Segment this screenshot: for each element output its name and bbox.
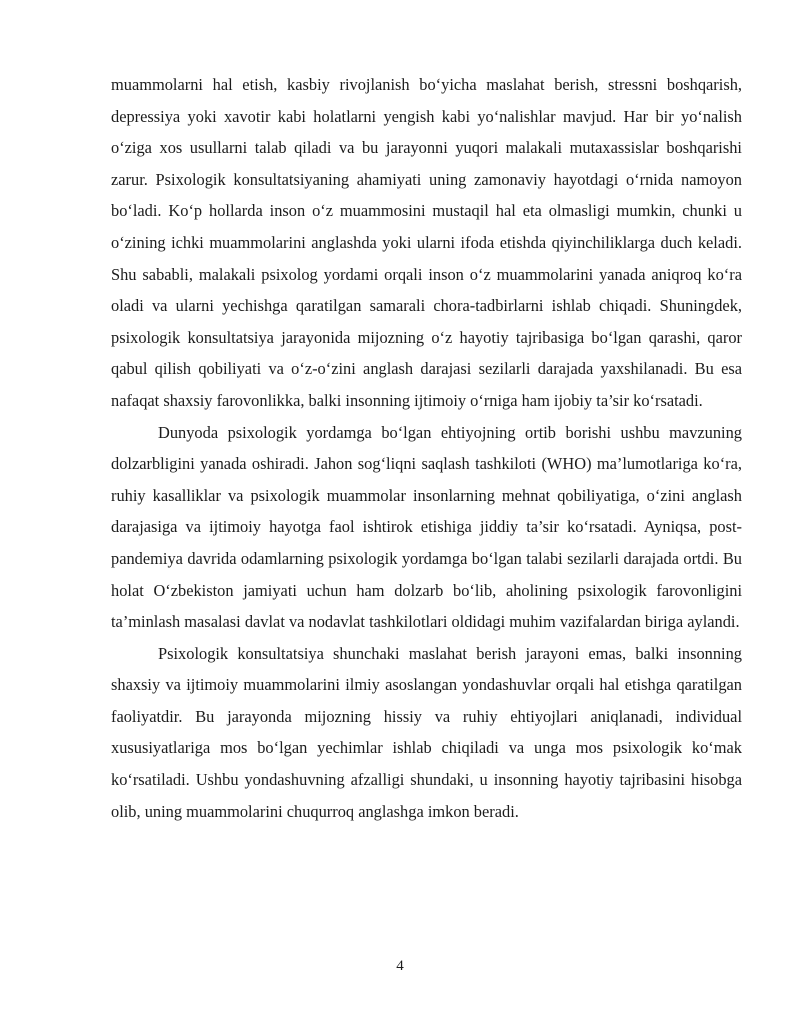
paragraph-continuation: muammolarni hal etish, kasbiy rivojlanish bo‘yicha maslahat berish, stressni boshqarish, depressiya yoki xavotir kabi holatlarni yengish kabi yo‘nalishlar mavjud. Har bir yo‘nalish o‘ziga xos usullarni talab qiladi va bu jarayonni yuqori malakali mutaxassislar boshqarishi zarur. Psixologik konsultatsiyaning ahamiyati uning zamonaviy hayotdagi o‘rnida namoyon bo‘ladi. Ko‘p hollarda inson o‘z muammosini mustaqil hal eta olmasligi mumkin, chunki u o‘zining ichki muammolarini anglashda yoki ularni ifoda etishda qiyinchiliklarga duch keladi. Shu sababli, malakali psixolog yordami orqali inson o‘z muammolarini yanada aniqroq ko‘ra oladi va ularni yechishga qaratilgan samarali chora-tadbirlarni ishlab chiqadi. Shuningdek, psixologik konsultatsiya jarayonida mijozning o‘z hayotiy tajribasiga bo‘lgan qarashi, qaror qabul qilish qobiliyati va o‘z-o‘zini anglash darajasi sezilarli darajada yaxshilanadi. Bu esa nafaqat shaxsiy farovonlikka, balki insonning ijtimoiy o‘rniga ham ijobiy ta’sir ko‘rsatadi. xyxy=(111,75,742,410)
paragraph-consultation-definition: Psixologik konsultatsiya shunchaki maslahat berish jarayoni emas, balki insonning shaxsiy va ijtimoiy muammolarini ilmiy asoslangan yondashuvlar orqali hal etishga qaratilgan faoliyatdir. Bu jarayonda mijozning hissiy va ruhiy ehtiyojlari aniqlanadi, individual xususiyatlariga mos bo‘lgan yechimlar ishlab chiqiladi va unga mos psixologik ko‘mak ko‘rsatiladi. Ushbu yondashuvning afzalligi shundaki, u insonning hayotiy tajribasini hisobga olib, uning muammolarini chuqurroq anglashga imkon beradi. xyxy=(111,643,742,821)
document-body xyxy=(111,69,742,827)
page-number: 4 xyxy=(396,958,404,974)
paragraph-who-relevance: Dunyoda psixologik yordamga bo‘lgan ehtiyojning ortib borishi ushbu mavzuning dolzarbligini yanada oshiradi. Jahon sog‘liqni saqlash tashkiloti (WHO) ma’lumotlariga ko‘ra, ruhiy kasalliklar va psixologik muammolar insonlarning mehnat qobiliyatiga, o‘zini anglash darajasiga va ijtimoiy hayotga faol ishtirok etishiga jiddiy ta’sir ko‘rsatadi. Ayniqsa, post-pandemiya davrida odamlarning psixologik yordamga bo‘lgan talabi sezilarli darajada ortdi. Bu holat O‘zbekiston jamiyati uchun ham dolzarb bo‘lib, aholining psixologik farovonligini ta’minlash masalasi davlat va nodavlat tashkilotlari oldidagi muhim vazifalardan biriga aylandi. xyxy=(111,422,742,632)
